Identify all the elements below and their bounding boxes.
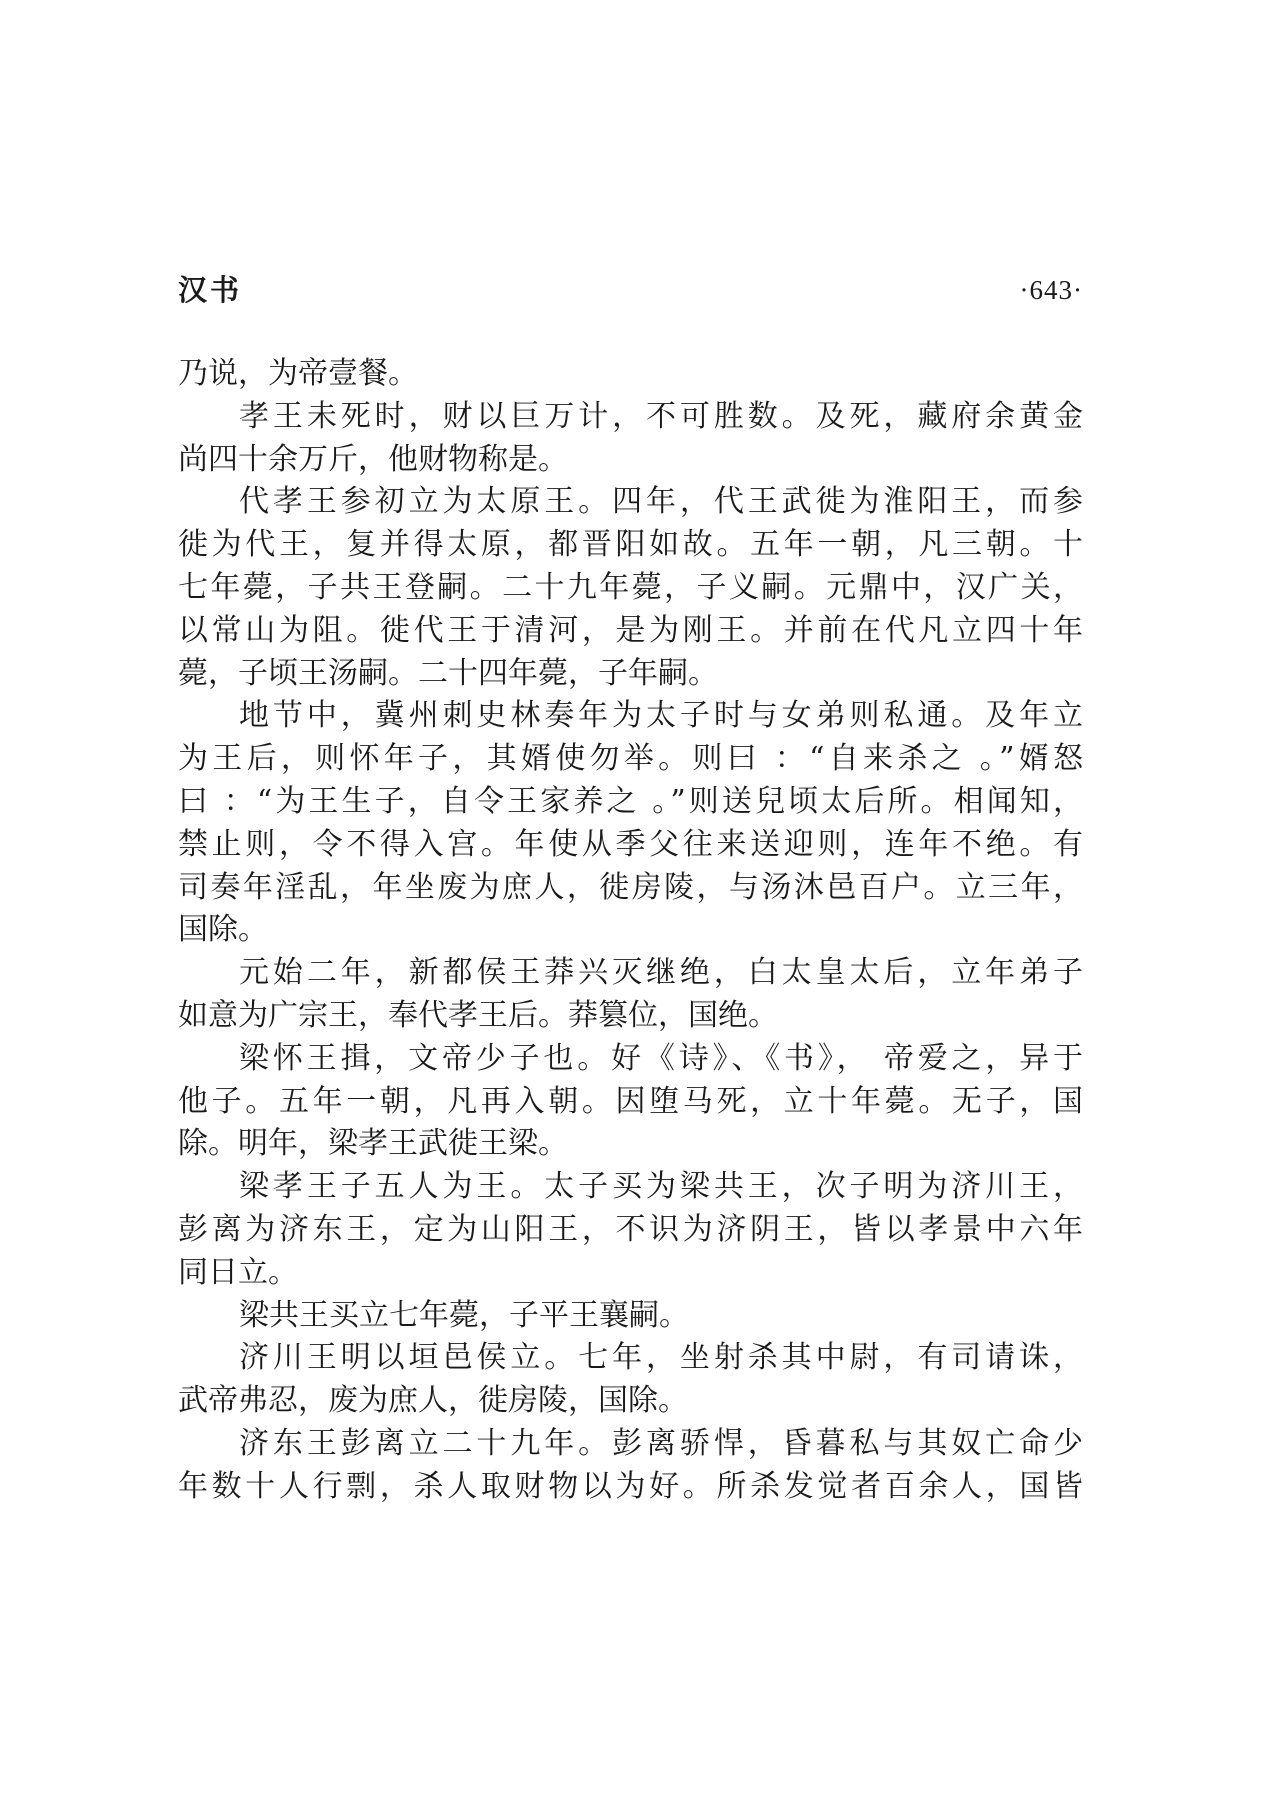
text-line: 孝王未死时，财以巨万计，不可胜数。及死，藏府余黄金 <box>239 398 1083 434</box>
text-line: 国除。 <box>178 912 268 948</box>
text-line: 尚四十余万斤，他财物称是。 <box>178 441 568 477</box>
book-title: 汉书 <box>178 273 243 307</box>
text-line: 梁共王买立七年薨，子平王襄嗣。 <box>239 1297 689 1333</box>
text-line: 他子。五年一朝，凡再入朝。因堕马死，立十年薨。无子，国 <box>178 1083 1083 1119</box>
page-number: ·643· <box>1019 275 1083 305</box>
text-line: 以常山为阻。徙代王于清河，是为刚王。并前在代凡立四十年 <box>178 612 1083 648</box>
text-line: 彭离为济东王，定为山阳王，不识为济阴王，皆以孝景中六年 <box>178 1211 1083 1247</box>
text-line: 武帝弗忍，废为庶人，徙房陵，国除。 <box>178 1383 688 1419</box>
text-line: 乃说，为帝壹餐。 <box>178 356 418 391</box>
text-line: 同日立。 <box>178 1254 298 1290</box>
text-line: 年数十人行剽，杀人取财物以为好。所杀发觉者百余人，国皆 <box>178 1468 1083 1504</box>
text-line: 徙为代王，复并得太原，都晋阳如故。五年一朝，凡三朝。十 <box>178 527 1083 563</box>
text-line: 地节中，冀州刺史林奏年为太子时与女弟则私通。及年立 <box>239 698 1083 734</box>
page-header <box>178 270 1083 310</box>
text-line: 曰 ：“为王生子，自令王家养之 。”则送兒顷太后所。相闻知， <box>178 783 1083 819</box>
text-line: 梁怀王揖，文帝少子也。好《诗》、《书》， 帝爱之，异于 <box>239 1040 1083 1076</box>
text-line: 如意为广宗王，奉代孝王后。莽篡位，国绝。 <box>178 997 778 1033</box>
text-line: 司奏年淫乱，年坐废为庶人，徙房陵，与汤沐邑百户。立三年， <box>178 869 1083 905</box>
text-line: 七年薨，子共王登嗣。二十九年薨，子义嗣。元鼎中，汉广关， <box>178 569 1083 605</box>
text-line: 除。明年，梁孝王武徙王梁。 <box>178 1126 568 1162</box>
text-line: 济川王明以垣邑侯立。七年，坐射杀其中尉，有司请诛， <box>239 1340 1083 1376</box>
text-line: 梁孝王子五人为王。太子买为梁共王，次子明为济川王， <box>239 1169 1083 1205</box>
text-line: 为王后，则怀年子，其婿使勿举。则曰 ：“自来杀之 。”婿怒 <box>178 741 1083 777</box>
text-line: 元始二年，新都侯王莽兴灭继绝，白太皇太后，立年弟子 <box>239 955 1083 991</box>
text-line: 禁止则，令不得入宫。年使从季父往来送迎则，连年不绝。有 <box>178 826 1083 862</box>
text-line: 济东王彭离立二十九年。彭离骄悍，昏暮私与其奴亡命少 <box>239 1425 1083 1461</box>
body-text <box>178 353 1083 1509</box>
text-line: 代孝王参初立为太原王。四年，代王武徙为淮阳王，而参 <box>239 484 1083 520</box>
text-line: 薨，子顷王汤嗣。二十四年薨，子年嗣。 <box>178 655 718 691</box>
